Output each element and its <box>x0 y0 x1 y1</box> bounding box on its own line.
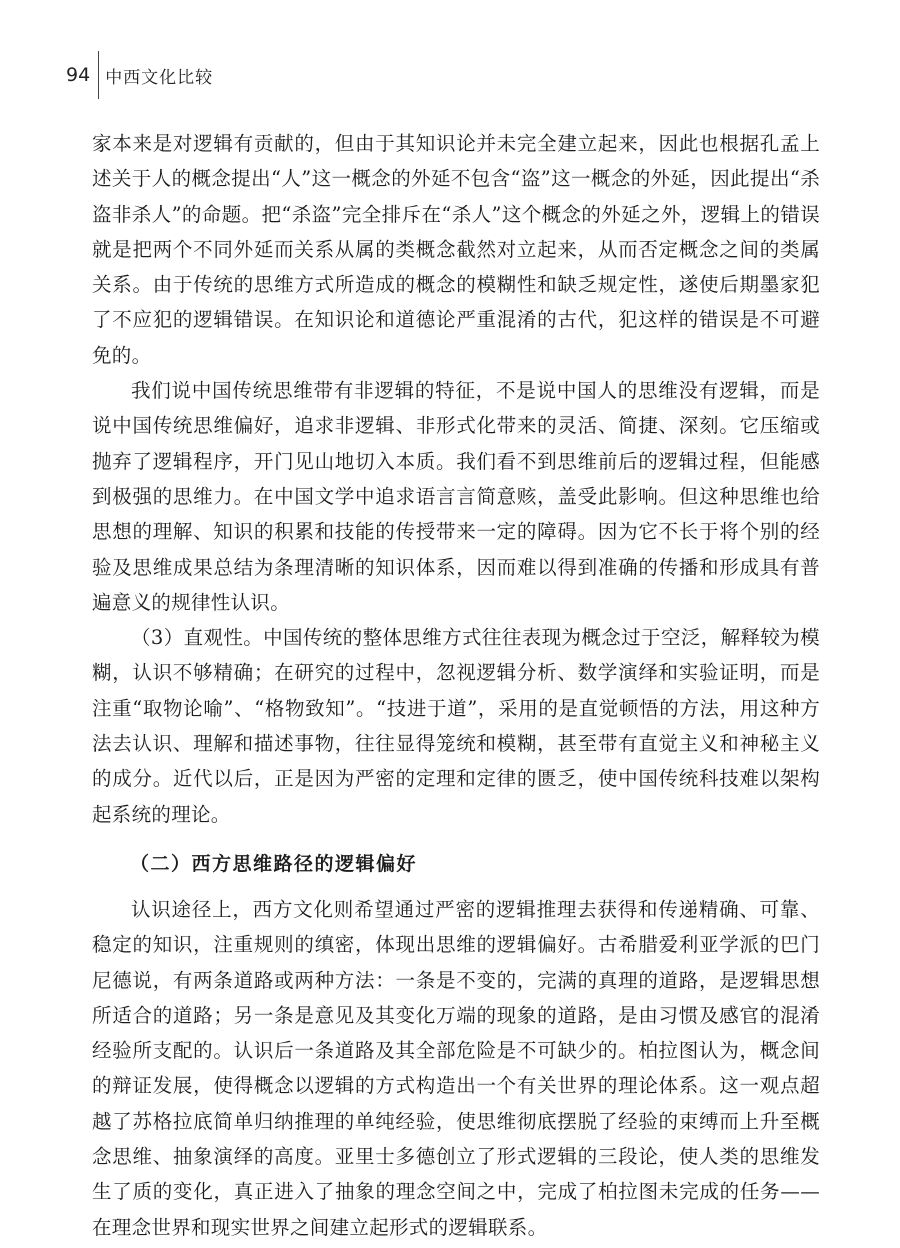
section-heading: （二）西方思维路径的逻辑偏好 <box>130 852 418 875</box>
book-title: 中西文化比较 <box>105 67 214 88</box>
running-header <box>66 50 213 100</box>
paragraph: （3）直观性。中国传统的整体思维方式往往表现为概念过于空泛，解释较为模糊，认识不够精确；在研究的过程中，忽视逻辑分析、数学演绎和实验证明，而是注重“取物论喻”、“格物致知”。“技进于道”，采用的是直觉顿悟的方法，用这种方法去认识、理解和描述事物，往往显得笼统和模糊，甚至带有直觉主义和神秘主义的成分。近代以后，正是因为严密的定理和定律的匮乏，使中国传统科技难以架构起系统的理论。 <box>92 626 820 826</box>
header-divider <box>98 51 99 99</box>
paragraph: 认识途径上，西方文化则希望通过严密的逻辑推理去获得和传递精确、可靠、稳定的知识，注重规则的缜密，体现出思维的逻辑偏好。古希腊爱利亚学派的巴门尼德说，有两条道路或两种方法：一条是不变的，完满的真理的道路，是逻辑思想所适合的道路；另一条是意见及其变化万端的现象的道路，是由习惯及感官的混淆经验所支配的。认识后一条道路及其全部危险是不可缺少的。柏拉图认为，概念间的辩证发展，使得概念以逻辑的方式构造出一个有关世界的理论体系。这一观点超越了苏格拉底简单归纳推理的单纯经验，使思维彻底摆脱了经验的束缚而上升至概念思维、抽象演绎的高度。亚里士多德创立了形式逻辑的三段论，使人类的思维发生了质的变化，真正进入了抽象的理念空间之中，完成了柏拉图未完成的任务——在理念世界和现实世界之间建立起形式的逻辑联系。 <box>92 897 820 1239</box>
paragraph: 我们说中国传统思维带有非逻辑的特征，不是说中国人的思维没有逻辑，而是说中国传统思维偏好，追求非逻辑、非形式化带来的灵活、简捷、深刻。它压缩或抛弃了逻辑程序，开门见山地切入本质。我们看不到思维前后的逻辑过程，但能感到极强的思维力。在中国文学中追求语言言简意赅，盖受此影响。但这种思维也给思想的理解、知识的积累和技能的传授带来一定的障碍。因为它不长于将个别的经验及思维成果总结为条理清晰的知识体系，因而难以得到准确的传播和形成具有普遍意义的规律性认识。 <box>92 379 820 614</box>
paragraph-continued: 家本来是对逻辑有贡献的，但由于其知识论并未完全建立起来，因此也根据孔孟上述关于人的概念提出“人”这一概念的外延不包含“盗”这一概念的外延，因此提出“杀盗非杀人”的命题。把“杀盗”完全排斥在“杀人”这个概念的外延之外，逻辑上的错误就是把两个不同外延而关系从属的类概念截然对立起来，从而否定概念之间的类属关系。由于传统的思维方式所造成的概念的模糊性和缺乏规定性，遂使后期墨家犯了不应犯的逻辑错误。在知识论和道德论严重混淆的古代，犯这样的错误是不可避免的。 <box>92 132 820 367</box>
page-body <box>92 126 820 1245</box>
page-number: 94 <box>66 64 91 86</box>
